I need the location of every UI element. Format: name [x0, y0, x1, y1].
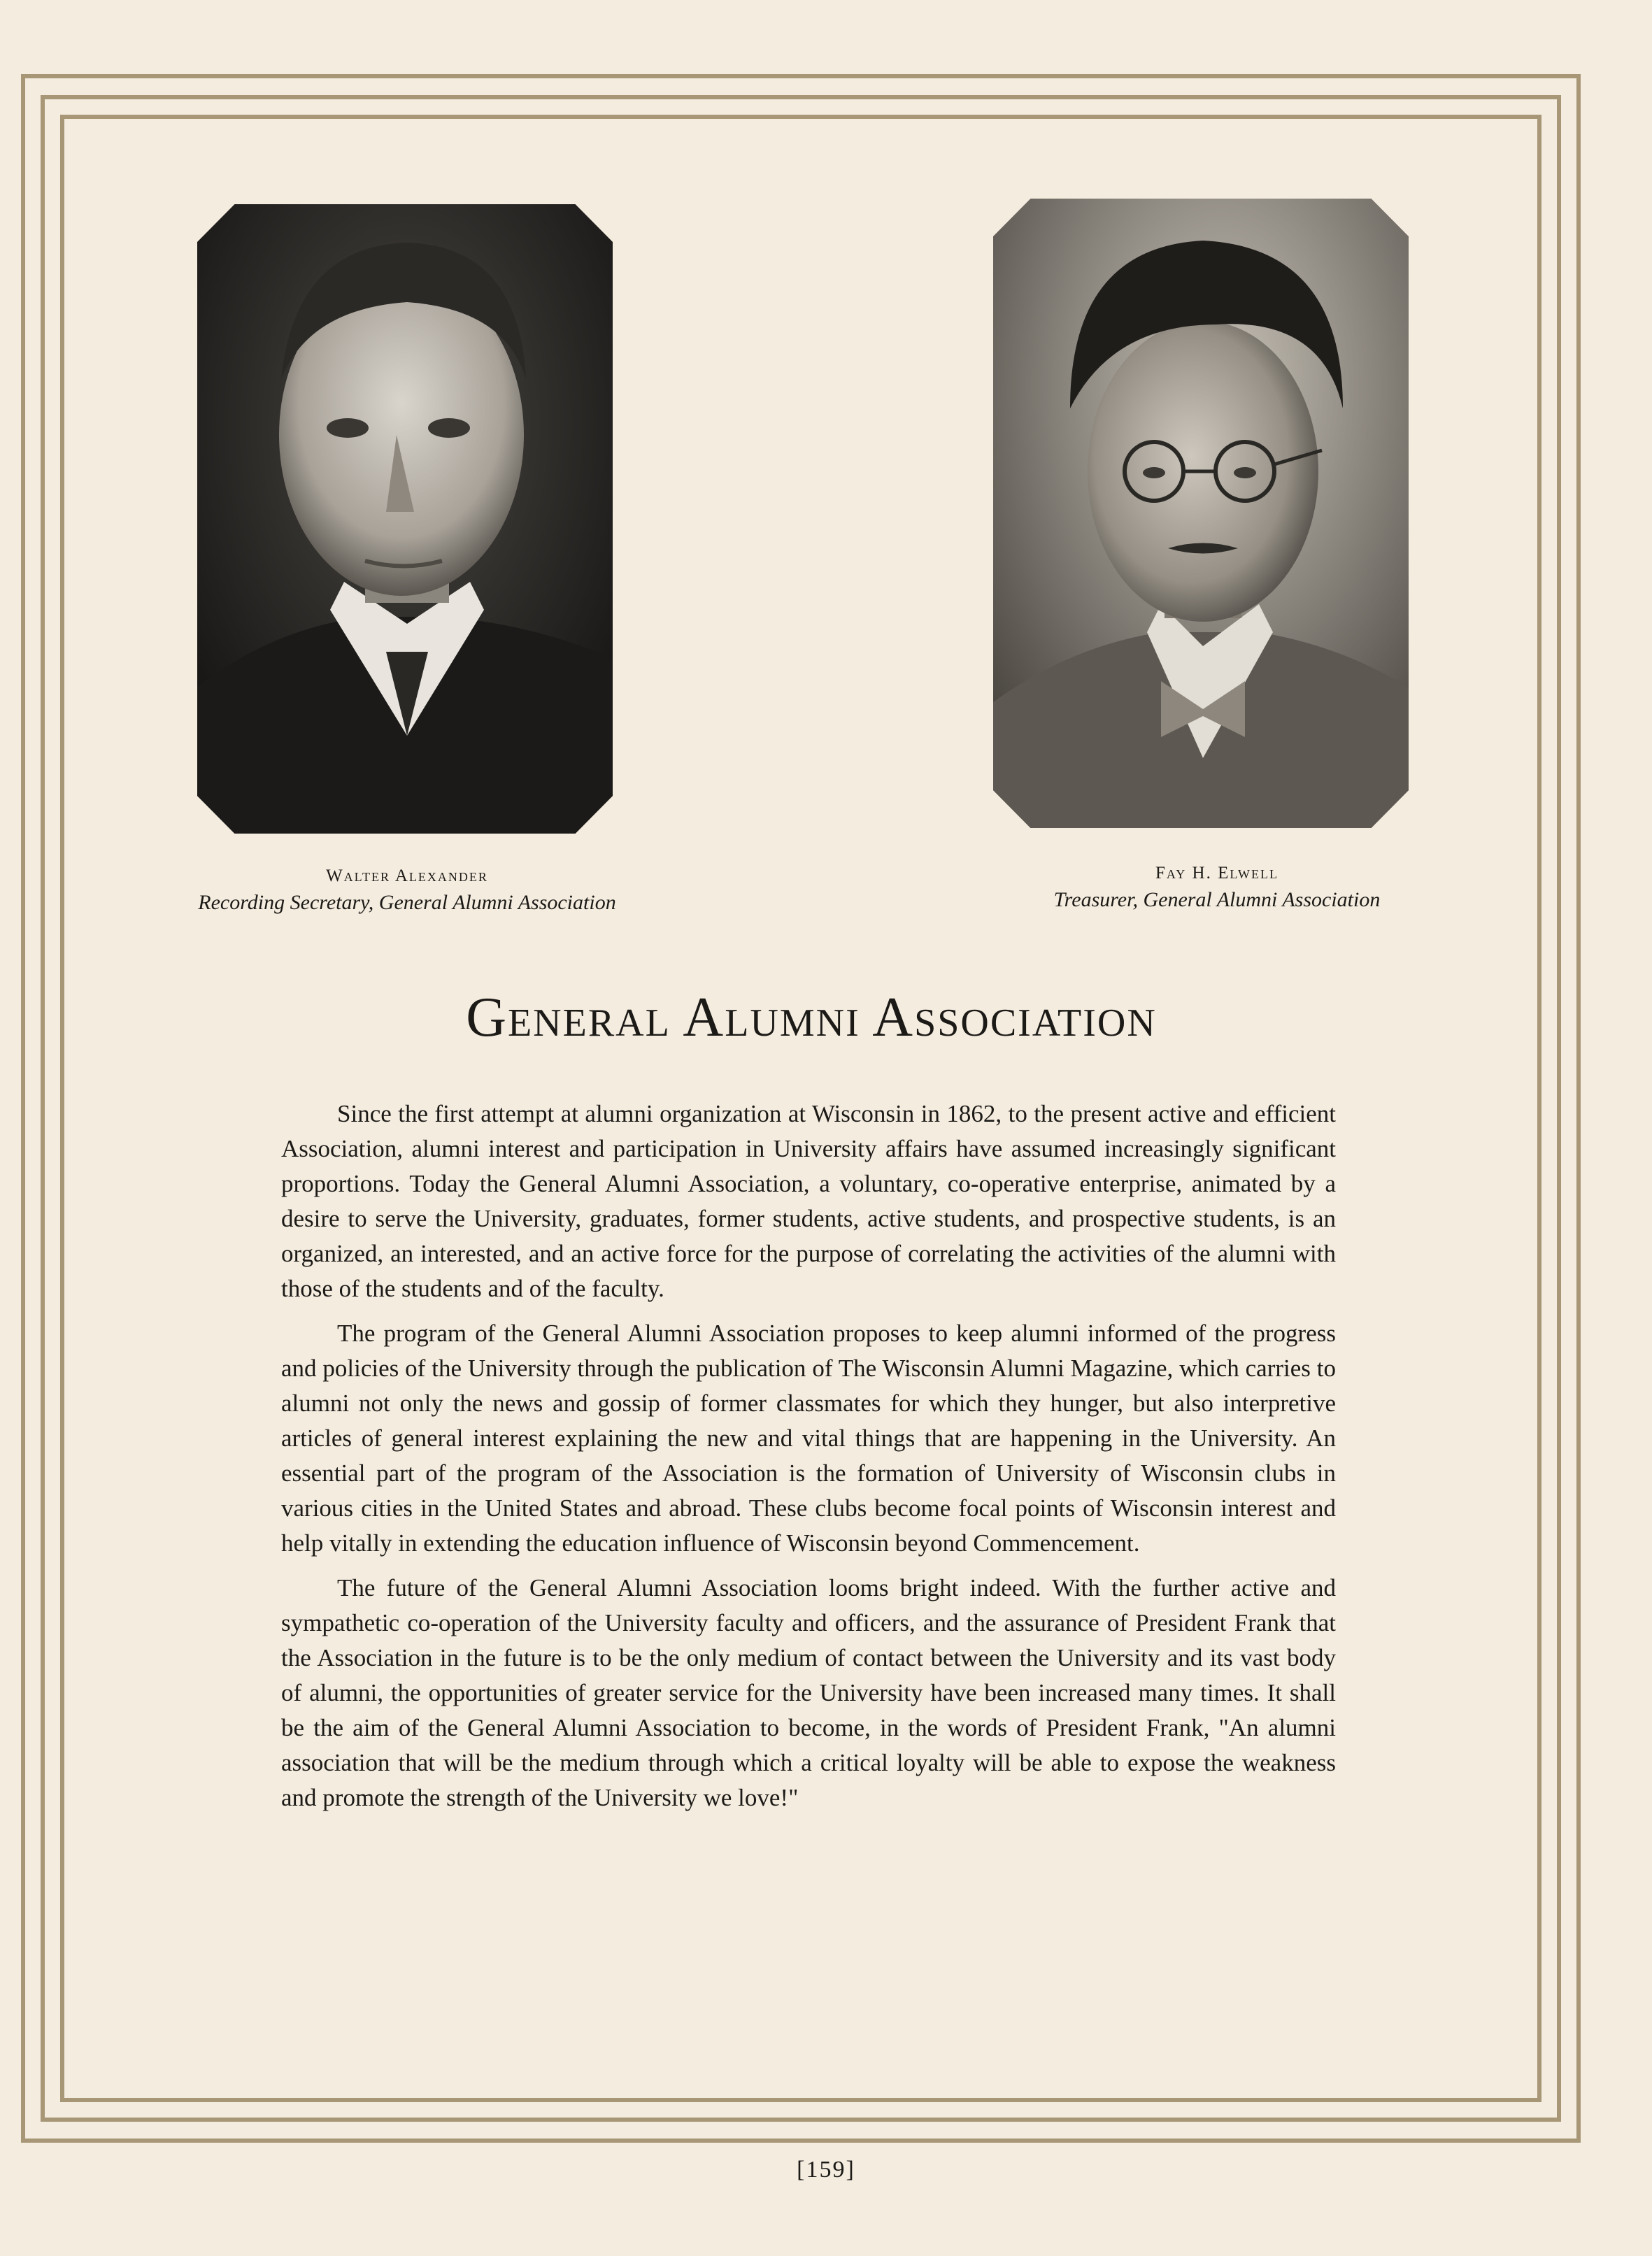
article-body	[281, 1097, 1336, 1825]
portrait-title: Treasurer, General Alumni Association	[1053, 888, 1381, 911]
paragraph-1: Since the first attempt at alumni organization at Wisconsin in 1862, to the present active and efficient Association, alumni interest and participation in University affairs have assumed increasingly significant proportions. Today the General Alumni Association, a voluntary, co-operative enterprise, animated by a desire to serve the University, graduates, former students, active students, and prospective students, is an organized, an interested, and an active force for the purpose of correlating the activities of the alumni with those of the students and of the faculty.	[281, 1100, 1336, 1302]
paragraph-2: The program of the General Alumni Association proposes to keep alumni informed of the progress and policies of the University through the publication of The Wisconsin Alumni Magazine, which carries to alumni not only the news and gossip of former classmates for which they hunger, but also interpretive articles of general interest explaining the new and vital things that are happening in the University. An essential part of the program of the Association is the formation of University of Wisconsin clubs in various cities in the United States and abroad. These clubs become focal points of Wisconsin interest and help vitally in extending the education influence of Wisconsin beyond Commencement.	[281, 1320, 1336, 1557]
caption-walter-alexander	[141, 863, 673, 916]
caption-fay-elwell	[951, 860, 1483, 913]
portrait-name: Walter Alexander	[326, 866, 488, 885]
portrait-name: Fay H. Elwell	[1155, 864, 1279, 883]
portrait-photo-fay-elwell	[993, 199, 1409, 828]
portrait-photo-walter-alexander	[197, 204, 613, 834]
portrait-title: Recording Secretary, General Alumni Association	[198, 891, 616, 914]
page-title: General Alumni Association	[466, 987, 1157, 1048]
paragraph-3: The future of the General Alumni Association looms bright indeed. With the further active and sympathetic co-operation of the University faculty and officers, and the assurance of President Frank that the Association in the future is to be the only medium of contact between the University and its vast body of alumni, the opportunities of greater service for the University have been increased many times. It shall be the aim of the General Alumni Association to become, in the words of President Frank, "An alumni association that will be the medium through which a critical loyalty will be able to expose the weakness and promote the strength of the University we love!"	[281, 1574, 1336, 1811]
page-number: [159]	[797, 2157, 855, 2183]
